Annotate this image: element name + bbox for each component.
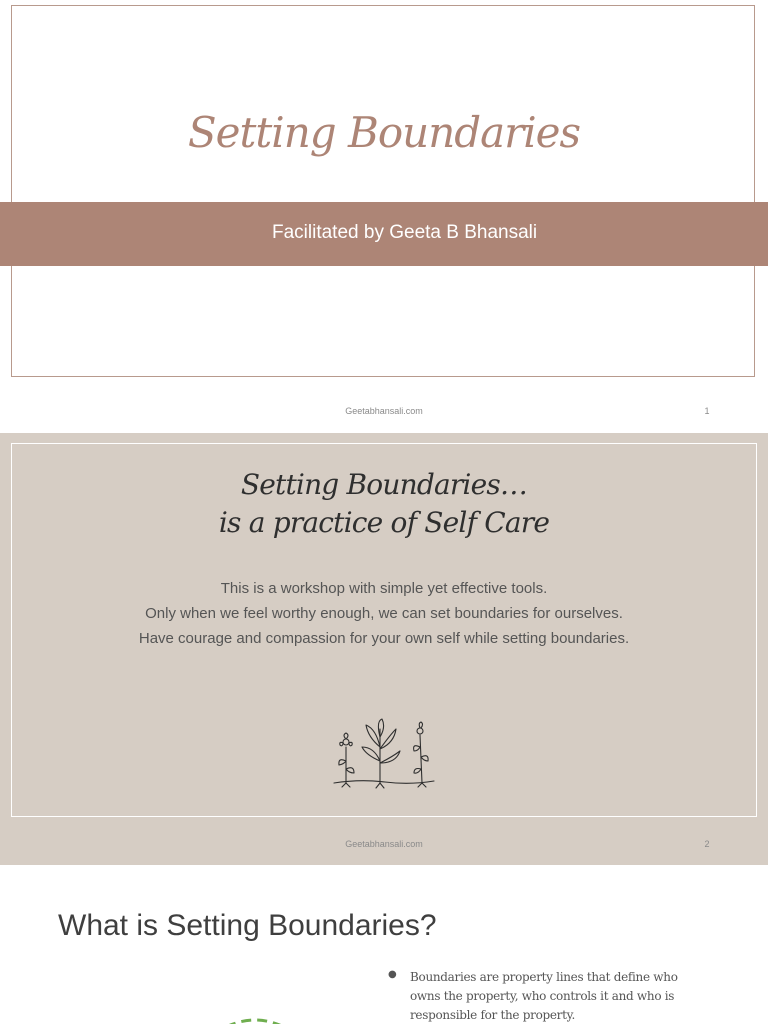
page-number: 1 xyxy=(704,406,710,416)
dashed-circle-icon xyxy=(190,1005,320,1024)
slide-2 xyxy=(0,433,768,865)
slide-body xyxy=(0,576,768,651)
bullet-text xyxy=(410,968,710,1024)
page-number: 2 xyxy=(704,839,710,849)
body-line: This is a workshop with simple yet effective tools. xyxy=(220,580,548,597)
body-line: Only when we feel worthy enough, we can set boundaries for ourselves. xyxy=(145,605,623,622)
slide-title: Setting Boundaries xyxy=(187,108,581,157)
bullet-line: Boundaries are property lines that define who xyxy=(410,970,678,984)
bullet-line: owns the property, who controls it and who is xyxy=(410,989,675,1003)
title-line-2: is a practice of Self Care xyxy=(218,506,550,539)
facilitator-subtitle: Facilitated by Geeta B Bhansali xyxy=(272,222,538,243)
body-line: Have courage and compassion for your own self while setting boundaries. xyxy=(138,630,630,647)
title-line-1: Setting Boundaries… xyxy=(240,468,528,501)
slide-3 xyxy=(0,865,768,1024)
footer-website: Geetabhansali.com xyxy=(345,839,423,849)
bullet-icon: ● xyxy=(388,969,397,980)
slide-title xyxy=(0,466,768,542)
footer-website: Geetabhansali.com xyxy=(345,406,423,416)
slide-frame xyxy=(11,5,755,377)
bullet-line: responsible for the property. xyxy=(410,1008,576,1022)
slide-1 xyxy=(0,0,768,433)
slide-title: What is Setting Boundaries? xyxy=(58,909,437,942)
plants-sprouts-icon xyxy=(330,717,440,789)
